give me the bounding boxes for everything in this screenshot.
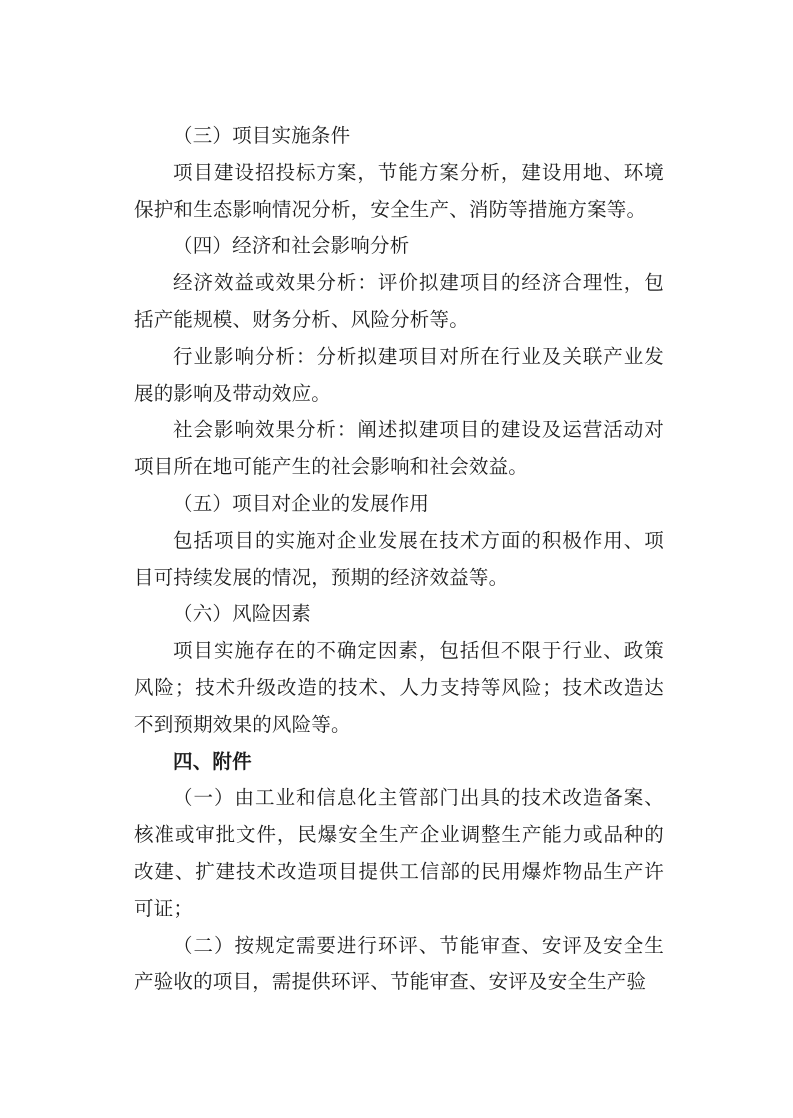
section-heading-risk-factors: （六）风险因素: [173, 602, 311, 626]
section-heading-attachments: 四、附件: [173, 749, 252, 773]
paragraph-implementation-conditions: 项目建设招投标方案，节能方案分析，建设用地、环境保护和生态影响情况分析，安全生产、消防等措施方案等。: [134, 160, 664, 221]
paragraph-industry-impact: 行业影响分析：分析拟建项目对所在行业及关联产业发展的影响及带动效应。: [134, 344, 664, 405]
paragraph-economic-benefit: 经济效益或效果分析：评价拟建项目的经济合理性，包括产能规模、财务分析、风险分析等。: [134, 271, 664, 331]
paragraph-enterprise-development: 包括项目的实施对企业发展在技术方面的积极作用、项目可持续发展的情况，预期的经济效益等。: [134, 528, 664, 589]
section-heading-implementation-conditions: （三）项目实施条件: [173, 124, 351, 147]
document-body: [134, 118, 664, 1001]
paragraph-social-impact: 社会影响效果分析：阐述拟建项目的建设及运营活动对项目所在地可能产生的社会影响和社会效益。: [134, 418, 664, 479]
paragraph-attachment-1: （一）由工业和信息化主管部门出具的技术改造备案、核准或审批文件，民爆安全生产企业调整生产能力或品种的改建、扩建技术改造项目提供工信部的民用爆炸物品生产许可证；: [134, 786, 664, 920]
section-heading-enterprise-development: （五）项目对企业的发展作用: [173, 491, 430, 515]
paragraph-attachment-2: （二）按规定需要进行环评、节能审查、安评及安全生产验收的项目，需提供环评、节能审查、安评及安全生产验: [134, 933, 664, 994]
paragraph-risk-factors: 项目实施存在的不确定因素，包括但不限于行业、政策风险；技术升级改造的技术、人力支持等风险；技术改造达不到预期效果的风险等。: [134, 639, 664, 736]
section-heading-economic-social-impact: （四）经济和社会影响分析: [173, 234, 410, 258]
